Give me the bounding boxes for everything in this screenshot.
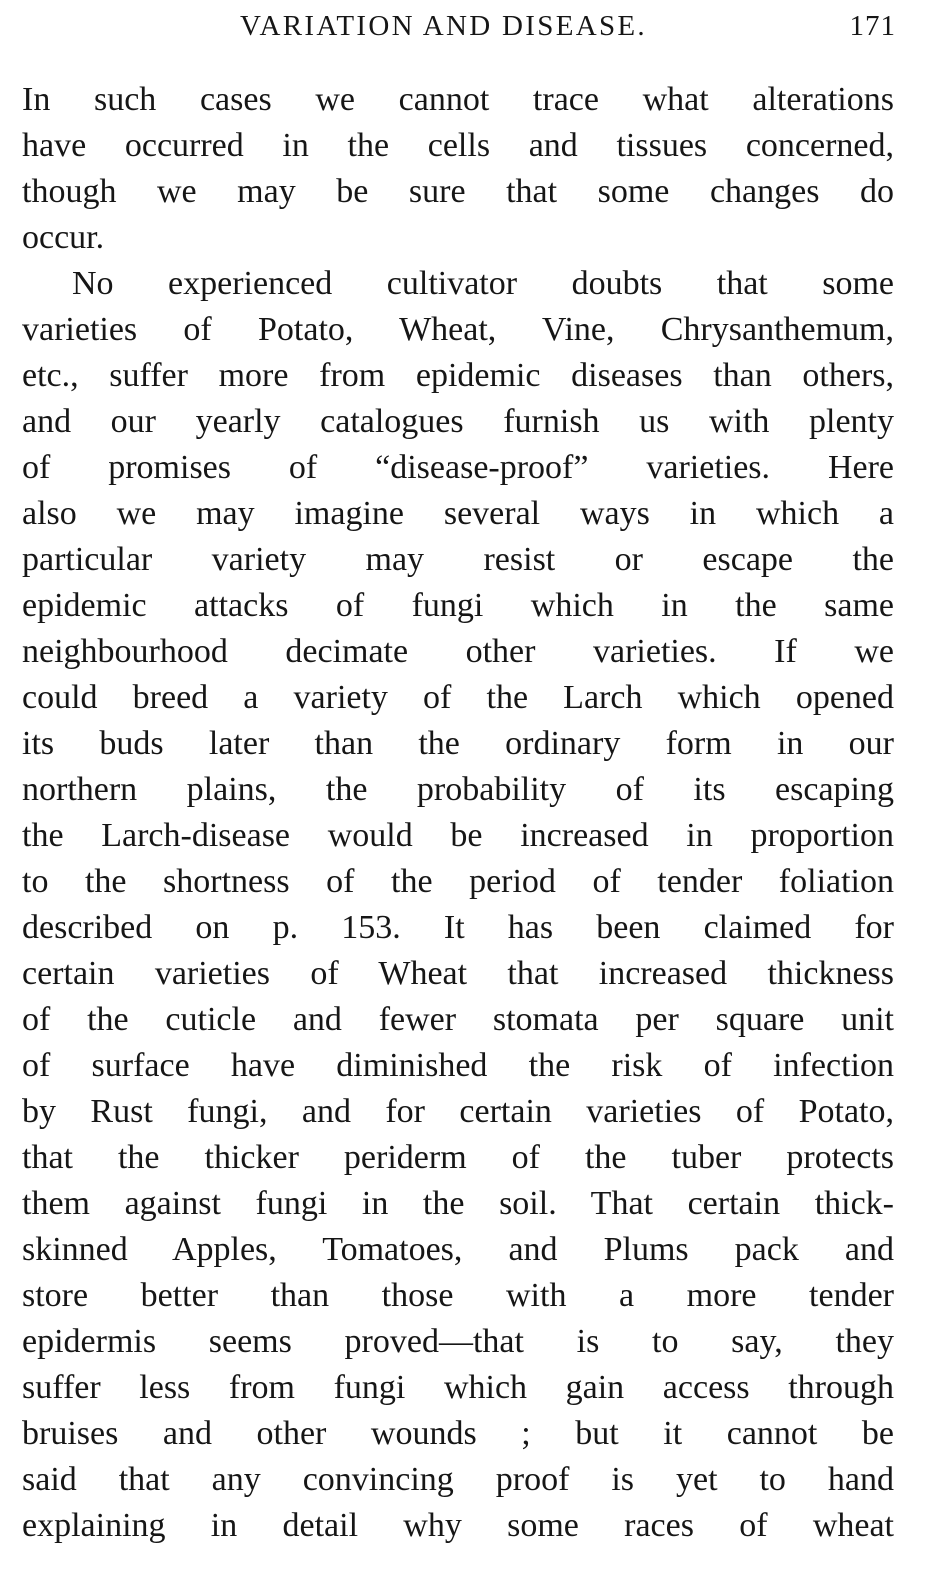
text-line: also we may imagine several ways in which a <box>22 495 894 532</box>
text-line: of the cuticle and fewer stomata per square unit <box>22 1001 894 1038</box>
text-line: though we may be sure that some changes do <box>22 173 894 210</box>
text-line: etc., suffer more from epidemic diseases than others, <box>22 357 894 394</box>
text-line: In such cases we cannot trace what alterations <box>22 81 894 118</box>
text-line: epidermis seems proved—that is to say, they <box>22 1323 894 1360</box>
text-line: could breed a variety of the Larch which opened <box>22 679 894 716</box>
text-line: that the thicker periderm of the tuber protects <box>22 1139 894 1176</box>
text-line: said that any convincing proof is yet to hand <box>22 1461 894 1498</box>
text-line: bruises and other wounds ; but it cannot be <box>22 1415 894 1452</box>
text-line: skinned Apples, Tomatoes, and Plums pack and <box>22 1231 894 1268</box>
running-title: VARIATION AND DISEASE. <box>240 10 647 42</box>
text-line: northern plains, the probability of its escaping <box>22 771 894 808</box>
text-line: certain varieties of Wheat that increased thickness <box>22 955 894 992</box>
text-line: suffer less from fungi which gain access through <box>22 1369 894 1406</box>
text-line: occur. <box>22 219 105 256</box>
text-line: No experienced cultivator doubts that some <box>72 265 894 302</box>
text-line: of surface have diminished the risk of infection <box>22 1047 894 1084</box>
paragraph-1 <box>22 77 894 261</box>
text-line: to the shortness of the period of tender foliation <box>22 863 894 900</box>
text-line: them against fungi in the soil. That certain thick- <box>22 1185 894 1222</box>
text-line: by Rust fungi, and for certain varieties of Potato, <box>22 1093 894 1130</box>
text-line: varieties of Potato, Wheat, Vine, Chrysanthemum, <box>22 311 894 348</box>
running-head <box>0 6 930 46</box>
text-line: described on p. 153. It has been claimed for <box>22 909 894 946</box>
text-line: epidemic attacks of fungi which in the same <box>22 587 894 624</box>
text-line: have occurred in the cells and tissues concerned, <box>22 127 894 164</box>
text-line: and our yearly catalogues furnish us with plenty <box>22 403 894 440</box>
text-line: its buds later than the ordinary form in our <box>22 725 894 762</box>
body-text <box>22 77 894 1549</box>
text-line: store better than those with a more tender <box>22 1277 894 1314</box>
page-number: 171 <box>849 10 896 42</box>
text-line: neighbourhood decimate other varieties. If we <box>22 633 894 670</box>
text-line: the Larch-disease would be increased in proportion <box>22 817 894 854</box>
paragraph-2 <box>22 261 894 1549</box>
text-line: of promises of “disease-proof” varieties. Here <box>22 449 894 486</box>
text-line: explaining in detail why some races of wheat <box>22 1507 894 1544</box>
text-line: particular variety may resist or escape the <box>22 541 894 578</box>
